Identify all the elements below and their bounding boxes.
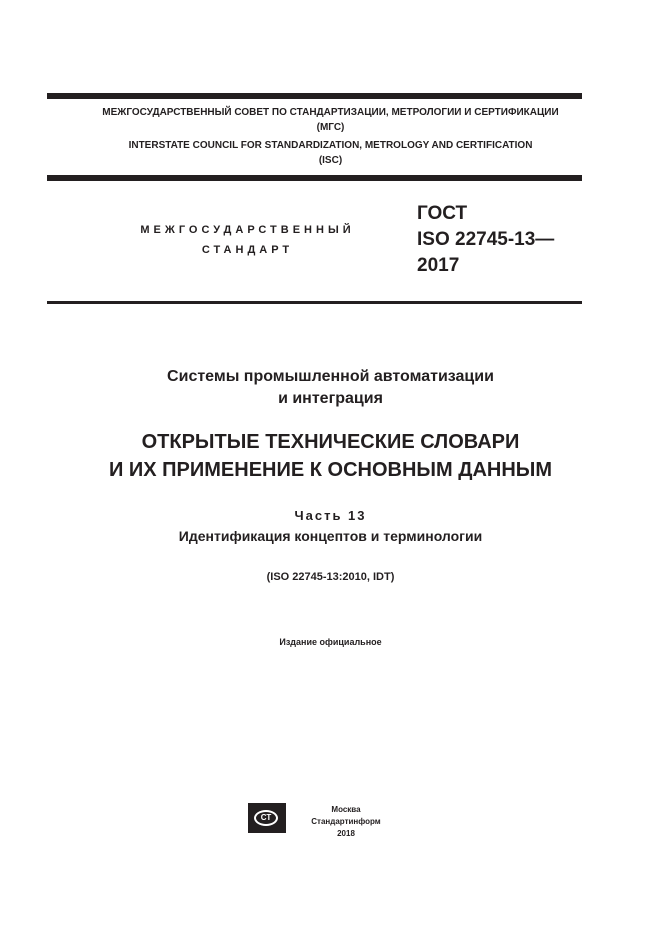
designation-iso: ISO 22745-13— — [417, 229, 555, 250]
designation-year: 2017 — [417, 255, 460, 276]
top-rule — [47, 93, 582, 99]
council-en-abbr: (ISC) — [318, 155, 343, 166]
middle-rule — [47, 175, 582, 181]
part-number: Часть 13 — [294, 508, 367, 523]
standard-type-line1: МЕЖГОСУДАРСТВЕННЫЙ — [140, 224, 355, 236]
council-en: INTERSTATE COUNCIL FOR STANDARDIZATION, METROLOGY AND CERTIFICATION — [128, 140, 533, 151]
main-title-2: И ИХ ПРИМЕНЕНИЕ К ОСНОВНЫМ ДАННЫМ — [108, 459, 553, 481]
idt-reference: (ISO 22745-13:2010, IDT) — [266, 571, 395, 583]
general-title-1: Системы промышленной автоматизации — [167, 368, 494, 385]
designation — [417, 201, 554, 279]
general-title-2: и интеграция — [278, 390, 383, 407]
designation-gost: ГОСТ — [417, 203, 468, 224]
publisher-block — [296, 804, 396, 840]
standard-type-line2: СТАНДАРТ — [201, 244, 294, 256]
standartinform-logo — [248, 803, 286, 833]
logo-emblem-icon: СТ — [254, 810, 278, 826]
council-ru: МЕЖГОСУДАРСТВЕННЫЙ СОВЕТ ПО СТАНДАРТИЗАЦИИ, МЕТРОЛОГИИ И СЕРТИФИКАЦИИ — [102, 107, 559, 118]
council-ru-abbr: (МГС) — [316, 122, 345, 133]
publisher-year: 2018 — [337, 829, 355, 838]
edition-note: Издание официальное — [279, 637, 382, 647]
publisher-city: Москва — [331, 805, 361, 814]
main-title-1: ОТКРЫТЫЕ ТЕХНИЧЕСКИЕ СЛОВАРИ — [141, 431, 520, 453]
bottom-rule — [47, 301, 582, 304]
publisher-name: Стандартинформ — [311, 817, 381, 826]
part-title: Идентификация концептов и терминологии — [178, 528, 483, 544]
